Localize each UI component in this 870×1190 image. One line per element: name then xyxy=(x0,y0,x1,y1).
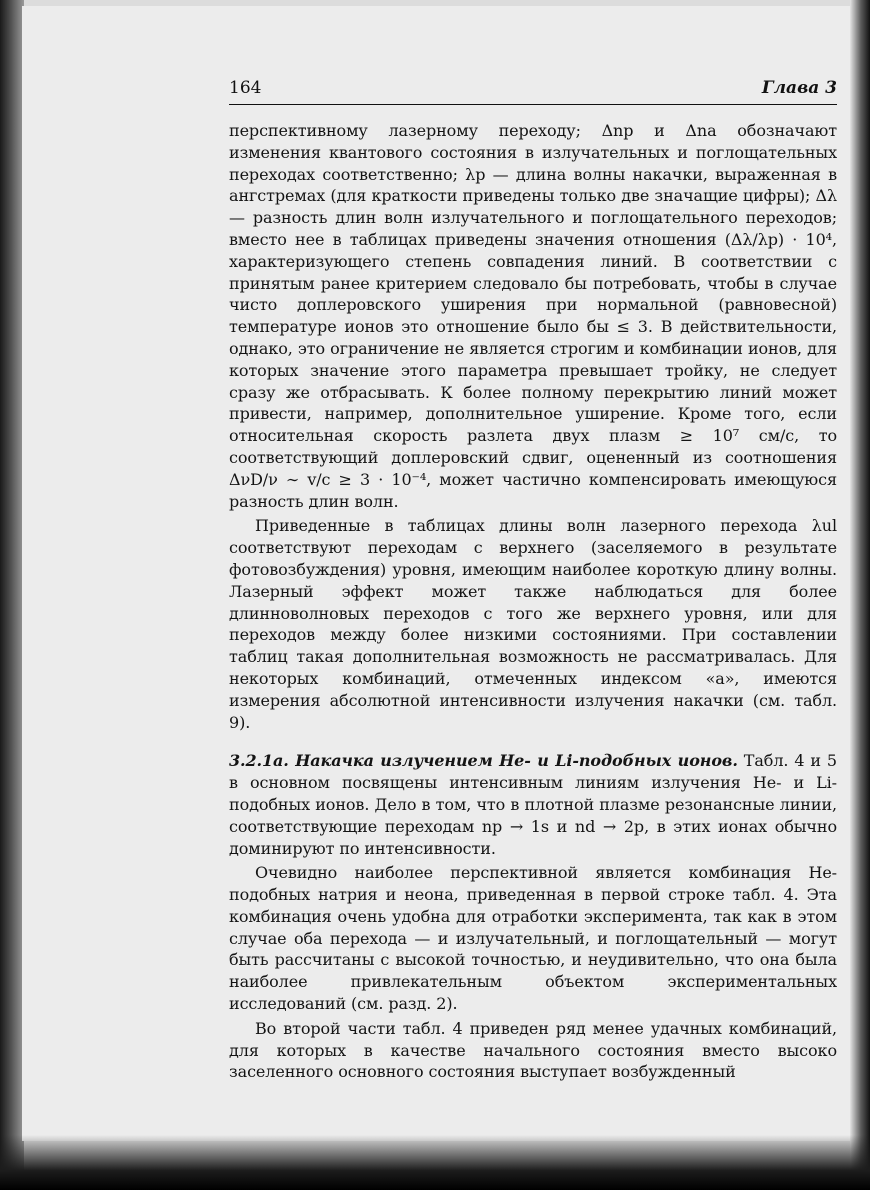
section-spacer xyxy=(229,736,837,750)
running-head xyxy=(229,78,837,100)
scan-shadow-left xyxy=(0,0,24,1190)
header-rule xyxy=(229,104,837,105)
scan-shadow-bottom xyxy=(0,1135,870,1190)
body-text xyxy=(229,120,837,1086)
section-heading: 3.2.1a. Накачка излучением He- и Li-подобных ионов. xyxy=(229,751,738,771)
chapter-title: Глава 3 xyxy=(761,78,837,98)
paragraph-na-ne: Очевидно наиболее перспективной является комбинация He-подобных натрия и неона, приведенная в первой строке табл. 4. Эта комбинация очень удобна для отработки эксперимента, так как в этом случае оба перехода — и излучательный, и поглощательный — могут быть рассчитаны с высокой точностью, и неудивительно, что она была наиболее привлекательным объектом экспериментальных исследований (см. разд. 2). xyxy=(229,863,837,1014)
paragraph-table4: Во второй части табл. 4 приведен ряд менее удачных комбинаций, для которых в качестве начального состояния вместо высоко заселенного основного состояния выступает возбужденный xyxy=(229,1018,837,1082)
section-paragraph xyxy=(229,750,837,859)
section-text: Табл. 4 и 5 в основном посвящены интенсивным линиям излучения He- и Li-подобных ионов. Дело в том, что в плотной плазме резонансные линии, соответствующие переходам np → 1s и nd → 2p, в этих ионах обычно доминируют по интенсивности. xyxy=(229,751,837,858)
scan-shadow-right xyxy=(850,0,870,1190)
paragraph-continuation: перспективному лазерному переходу; Δnp и Δna обозначают изменения квантового состояния в излучательных и поглощательных переходах соответственно; λp — длина волны накачки, выраженная в ангстремах (для краткости приведены только две значащие цифры); Δλ — разность длин волн излучательного и поглощательного переходов; вместо нее в таблицах приведены значения отношения (Δλ/λp) · 10⁴, характеризующего степень совпадения линий. В соответствии с принятым ранее критерием следовало бы потребовать, чтобы в случае чисто доплеровского уширения при нормальной (равновесной) температуре ионов это отношение было бы ≤ 3. В действительности, однако, это ограничение не является строгим и комбинации ионов, для которых значение этого параметра превышает тройку, не следует сразу же отбрасывать. К более полному перекрытию линий может привести, например, дополнительное уширение. Кроме того, если относительная скорость разлета двух плазм ≥ 10⁷ см/с, то соответствующий доплеровский сдвиг, оцененный из соотношения ΔνD/ν ∼ v/c ≥ 3 · 10⁻⁴, может частично компенсировать имеющуюся разность длин волн. xyxy=(229,121,837,511)
paragraph-wavelengths: Приведенные в таблицах длины волн лазерного перехода λul соответствуют переходам с верхнего (заселяемого в результате фотовозбуждения) уровня, имеющим наиболее короткую длину волны. Лазерный эффект может также наблюдаться для более длинноволновых переходов с того же верхнего уровня, или для переходов между более низкими состояниями. При составлении таблиц такая дополнительная возможность не рассматривалась. Для некоторых комбинаций, отмеченных индексом «а», имеются измерения абсолютной интенсивности излучения накачки (см. табл. 9). xyxy=(229,516,837,732)
page-number: 164 xyxy=(229,78,262,98)
